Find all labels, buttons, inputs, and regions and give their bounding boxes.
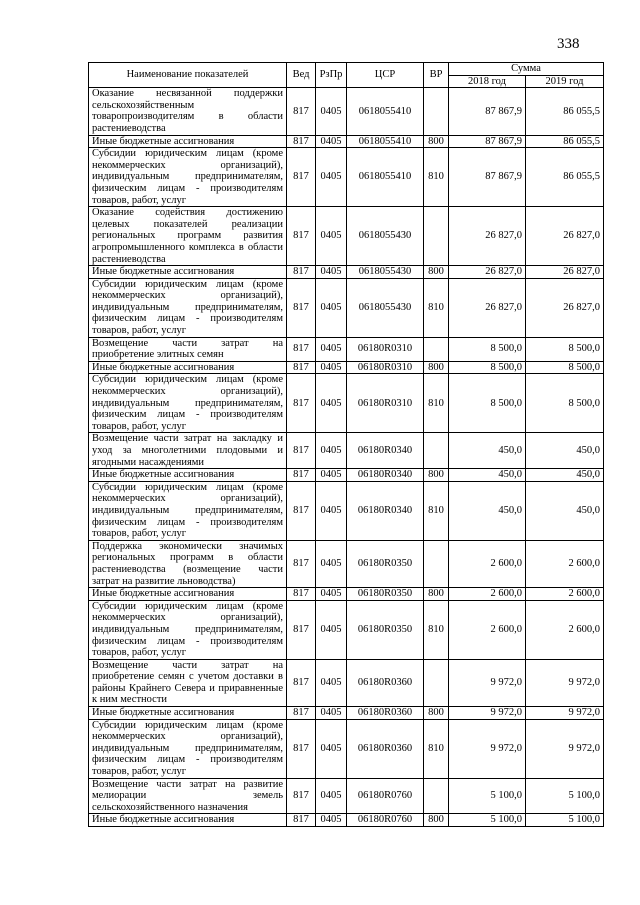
cell-ved: 817: [287, 135, 316, 148]
cell-ved: 817: [287, 88, 316, 135]
cell-ved: 817: [287, 707, 316, 720]
cell-vr: [424, 433, 449, 469]
table-row: [89, 207, 604, 266]
cell-2019: 8 500,0: [526, 337, 604, 361]
cell-csr: 06180R0340: [347, 481, 424, 540]
cell-rzpr: 0405: [316, 778, 347, 814]
cell-name: Оказание содействия достижению целевых показателей реализации региональных программ развития агропромышленного комплекса в области растениеводства: [89, 207, 287, 266]
table-row: [89, 148, 604, 207]
header-ved: Вед: [287, 63, 316, 88]
cell-2019: 8 500,0: [526, 361, 604, 374]
table-row: [89, 135, 604, 148]
cell-vr: 800: [424, 707, 449, 720]
cell-rzpr: 0405: [316, 540, 347, 587]
cell-2018: 5 100,0: [449, 814, 526, 827]
cell-rzpr: 0405: [316, 88, 347, 135]
cell-name: Возмещение части затрат на закладку и уход за многолетними плодовыми и ягодными насаждениями: [89, 433, 287, 469]
cell-vr: 810: [424, 600, 449, 659]
cell-rzpr: 0405: [316, 278, 347, 337]
cell-name: Иные бюджетные ассигнования: [89, 135, 287, 148]
cell-rzpr: 0405: [316, 814, 347, 827]
cell-2018: 2 600,0: [449, 588, 526, 601]
table-row: [89, 433, 604, 469]
cell-csr: 06180R0360: [347, 707, 424, 720]
cell-2018: 9 972,0: [449, 707, 526, 720]
cell-csr: 06180R0310: [347, 361, 424, 374]
table-row: [89, 814, 604, 827]
cell-csr: 0618055430: [347, 207, 424, 266]
budget-table: [88, 62, 604, 827]
cell-name: Субсидии юридическим лицам (кроме некоммерческих организаций), индивидуальным предпринимателям, физическим лицам - производителям товаров, работ, услуг: [89, 719, 287, 778]
cell-rzpr: 0405: [316, 266, 347, 279]
cell-csr: 06180R0760: [347, 778, 424, 814]
table-row: [89, 361, 604, 374]
cell-name: Возмещение части затрат на развитие мелиорации земель сельскохозяйственного назначения: [89, 778, 287, 814]
cell-ved: 817: [287, 148, 316, 207]
cell-rzpr: 0405: [316, 337, 347, 361]
cell-2018: 87 867,9: [449, 135, 526, 148]
cell-csr: 06180R0360: [347, 719, 424, 778]
cell-vr: [424, 659, 449, 706]
cell-2018: 450,0: [449, 481, 526, 540]
cell-csr: 06180R0760: [347, 814, 424, 827]
cell-csr: 0618055430: [347, 278, 424, 337]
cell-rzpr: 0405: [316, 207, 347, 266]
table-row: [89, 540, 604, 587]
cell-ved: 817: [287, 337, 316, 361]
header-csr: ЦСР: [347, 63, 424, 88]
cell-ved: 817: [287, 540, 316, 587]
cell-csr: 0618055410: [347, 88, 424, 135]
cell-2019: 26 827,0: [526, 207, 604, 266]
cell-rzpr: 0405: [316, 469, 347, 482]
cell-ved: 817: [287, 719, 316, 778]
header-vr: ВР: [424, 63, 449, 88]
cell-2019: 9 972,0: [526, 707, 604, 720]
cell-vr: 800: [424, 361, 449, 374]
cell-ved: 817: [287, 588, 316, 601]
cell-rzpr: 0405: [316, 588, 347, 601]
cell-name: Иные бюджетные ассигнования: [89, 814, 287, 827]
cell-2019: 5 100,0: [526, 814, 604, 827]
cell-rzpr: 0405: [316, 148, 347, 207]
cell-ved: 817: [287, 433, 316, 469]
cell-csr: 06180R0350: [347, 600, 424, 659]
table-row: [89, 374, 604, 433]
cell-name: Возмещение части затрат на приобретение семян с учетом доставки в районы Крайнего Севера и приравненные к ним местности: [89, 659, 287, 706]
cell-vr: [424, 207, 449, 266]
cell-csr: 0618055410: [347, 148, 424, 207]
cell-vr: 800: [424, 266, 449, 279]
table-row: [89, 659, 604, 706]
cell-ved: 817: [287, 600, 316, 659]
cell-rzpr: 0405: [316, 481, 347, 540]
cell-name: Поддержка экономически значимых региональных программ в области растениеводства (возмещение части затрат на развитие льноводства): [89, 540, 287, 587]
cell-2018: 26 827,0: [449, 266, 526, 279]
cell-2019: 86 055,5: [526, 135, 604, 148]
table-row: [89, 778, 604, 814]
cell-name: Оказание несвязанной поддержки сельскохозяйственным товаропроизводителям в области растениеводства: [89, 88, 287, 135]
cell-2018: 450,0: [449, 433, 526, 469]
cell-csr: 06180R0350: [347, 540, 424, 587]
cell-csr: 0618055430: [347, 266, 424, 279]
cell-vr: 800: [424, 814, 449, 827]
cell-name: Иные бюджетные ассигнования: [89, 361, 287, 374]
cell-name: Иные бюджетные ассигнования: [89, 707, 287, 720]
cell-2018: 8 500,0: [449, 337, 526, 361]
cell-ved: 817: [287, 469, 316, 482]
cell-name: Иные бюджетные ассигнования: [89, 588, 287, 601]
table-row: [89, 707, 604, 720]
cell-name: Иные бюджетные ассигнования: [89, 266, 287, 279]
table-row: [89, 600, 604, 659]
cell-ved: 817: [287, 207, 316, 266]
table-body: [89, 88, 604, 827]
table-header: [89, 63, 604, 88]
cell-2018: 8 500,0: [449, 361, 526, 374]
cell-csr: 06180R0340: [347, 469, 424, 482]
cell-2018: 26 827,0: [449, 207, 526, 266]
cell-vr: 800: [424, 135, 449, 148]
cell-2019: 9 972,0: [526, 719, 604, 778]
cell-2019: 86 055,5: [526, 88, 604, 135]
cell-vr: 810: [424, 374, 449, 433]
cell-2018: 9 972,0: [449, 719, 526, 778]
cell-vr: [424, 88, 449, 135]
cell-vr: [424, 778, 449, 814]
cell-vr: 800: [424, 469, 449, 482]
cell-ved: 817: [287, 374, 316, 433]
cell-2019: 26 827,0: [526, 278, 604, 337]
cell-name: Субсидии юридическим лицам (кроме некоммерческих организаций), индивидуальным предпринимателям, физическим лицам - производителям товаров, работ, услуг: [89, 481, 287, 540]
cell-2018: 8 500,0: [449, 374, 526, 433]
cell-ved: 817: [287, 814, 316, 827]
table-row: [89, 278, 604, 337]
cell-2019: 86 055,5: [526, 148, 604, 207]
cell-rzpr: 0405: [316, 433, 347, 469]
cell-rzpr: 0405: [316, 600, 347, 659]
cell-2019: 2 600,0: [526, 540, 604, 587]
cell-name: Субсидии юридическим лицам (кроме некоммерческих организаций), индивидуальным предпринимателям, физическим лицам - производителям товаров, работ, услуг: [89, 600, 287, 659]
page-number: 338: [557, 36, 580, 52]
cell-2018: 87 867,9: [449, 148, 526, 207]
cell-ved: 817: [287, 266, 316, 279]
table-row: [89, 88, 604, 135]
header-name: Наименование показателей: [89, 63, 287, 88]
cell-ved: 817: [287, 278, 316, 337]
cell-name: Иные бюджетные ассигнования: [89, 469, 287, 482]
cell-2019: 450,0: [526, 469, 604, 482]
cell-vr: 810: [424, 278, 449, 337]
cell-rzpr: 0405: [316, 659, 347, 706]
cell-csr: 06180R0310: [347, 374, 424, 433]
cell-name: Субсидии юридическим лицам (кроме некоммерческих организаций), индивидуальным предпринимателям, физическим лицам - производителям товаров, работ, услуг: [89, 148, 287, 207]
cell-ved: 817: [287, 361, 316, 374]
cell-vr: 810: [424, 148, 449, 207]
cell-2019: 26 827,0: [526, 266, 604, 279]
cell-csr: 06180R0350: [347, 588, 424, 601]
cell-2019: 2 600,0: [526, 600, 604, 659]
cell-vr: 810: [424, 719, 449, 778]
cell-2018: 87 867,9: [449, 88, 526, 135]
cell-2019: 2 600,0: [526, 588, 604, 601]
cell-vr: [424, 337, 449, 361]
cell-csr: 06180R0360: [347, 659, 424, 706]
cell-2018: 2 600,0: [449, 540, 526, 587]
cell-2018: 2 600,0: [449, 600, 526, 659]
cell-rzpr: 0405: [316, 361, 347, 374]
cell-2019: 8 500,0: [526, 374, 604, 433]
cell-rzpr: 0405: [316, 719, 347, 778]
table-row: [89, 588, 604, 601]
cell-2019: 5 100,0: [526, 778, 604, 814]
cell-name: Субсидии юридическим лицам (кроме некоммерческих организаций), индивидуальным предпринимателям, физическим лицам - производителям товаров, работ, услуг: [89, 278, 287, 337]
header-sum: Сумма: [449, 63, 604, 76]
cell-2018: 26 827,0: [449, 278, 526, 337]
header-year-2019: 2019 год: [526, 75, 604, 88]
cell-2018: 5 100,0: [449, 778, 526, 814]
cell-vr: [424, 540, 449, 587]
cell-ved: 817: [287, 778, 316, 814]
cell-2018: 9 972,0: [449, 659, 526, 706]
cell-ved: 817: [287, 481, 316, 540]
cell-name: Возмещение части затрат на приобретение элитных семян: [89, 337, 287, 361]
cell-vr: 810: [424, 481, 449, 540]
cell-rzpr: 0405: [316, 374, 347, 433]
cell-name: Субсидии юридическим лицам (кроме некоммерческих организаций), индивидуальным предпринимателям, физическим лицам - производителям товаров, работ, услуг: [89, 374, 287, 433]
header-year-2018: 2018 год: [449, 75, 526, 88]
header-rzpr: РзПр: [316, 63, 347, 88]
table-row: [89, 481, 604, 540]
table-row: [89, 719, 604, 778]
cell-ved: 817: [287, 659, 316, 706]
table-row: [89, 266, 604, 279]
cell-2019: 450,0: [526, 433, 604, 469]
cell-2019: 450,0: [526, 481, 604, 540]
cell-csr: 06180R0310: [347, 337, 424, 361]
cell-csr: 06180R0340: [347, 433, 424, 469]
table-row: [89, 469, 604, 482]
cell-vr: 800: [424, 588, 449, 601]
cell-2018: 450,0: [449, 469, 526, 482]
cell-csr: 0618055410: [347, 135, 424, 148]
cell-rzpr: 0405: [316, 707, 347, 720]
cell-rzpr: 0405: [316, 135, 347, 148]
cell-2019: 9 972,0: [526, 659, 604, 706]
table-row: [89, 337, 604, 361]
